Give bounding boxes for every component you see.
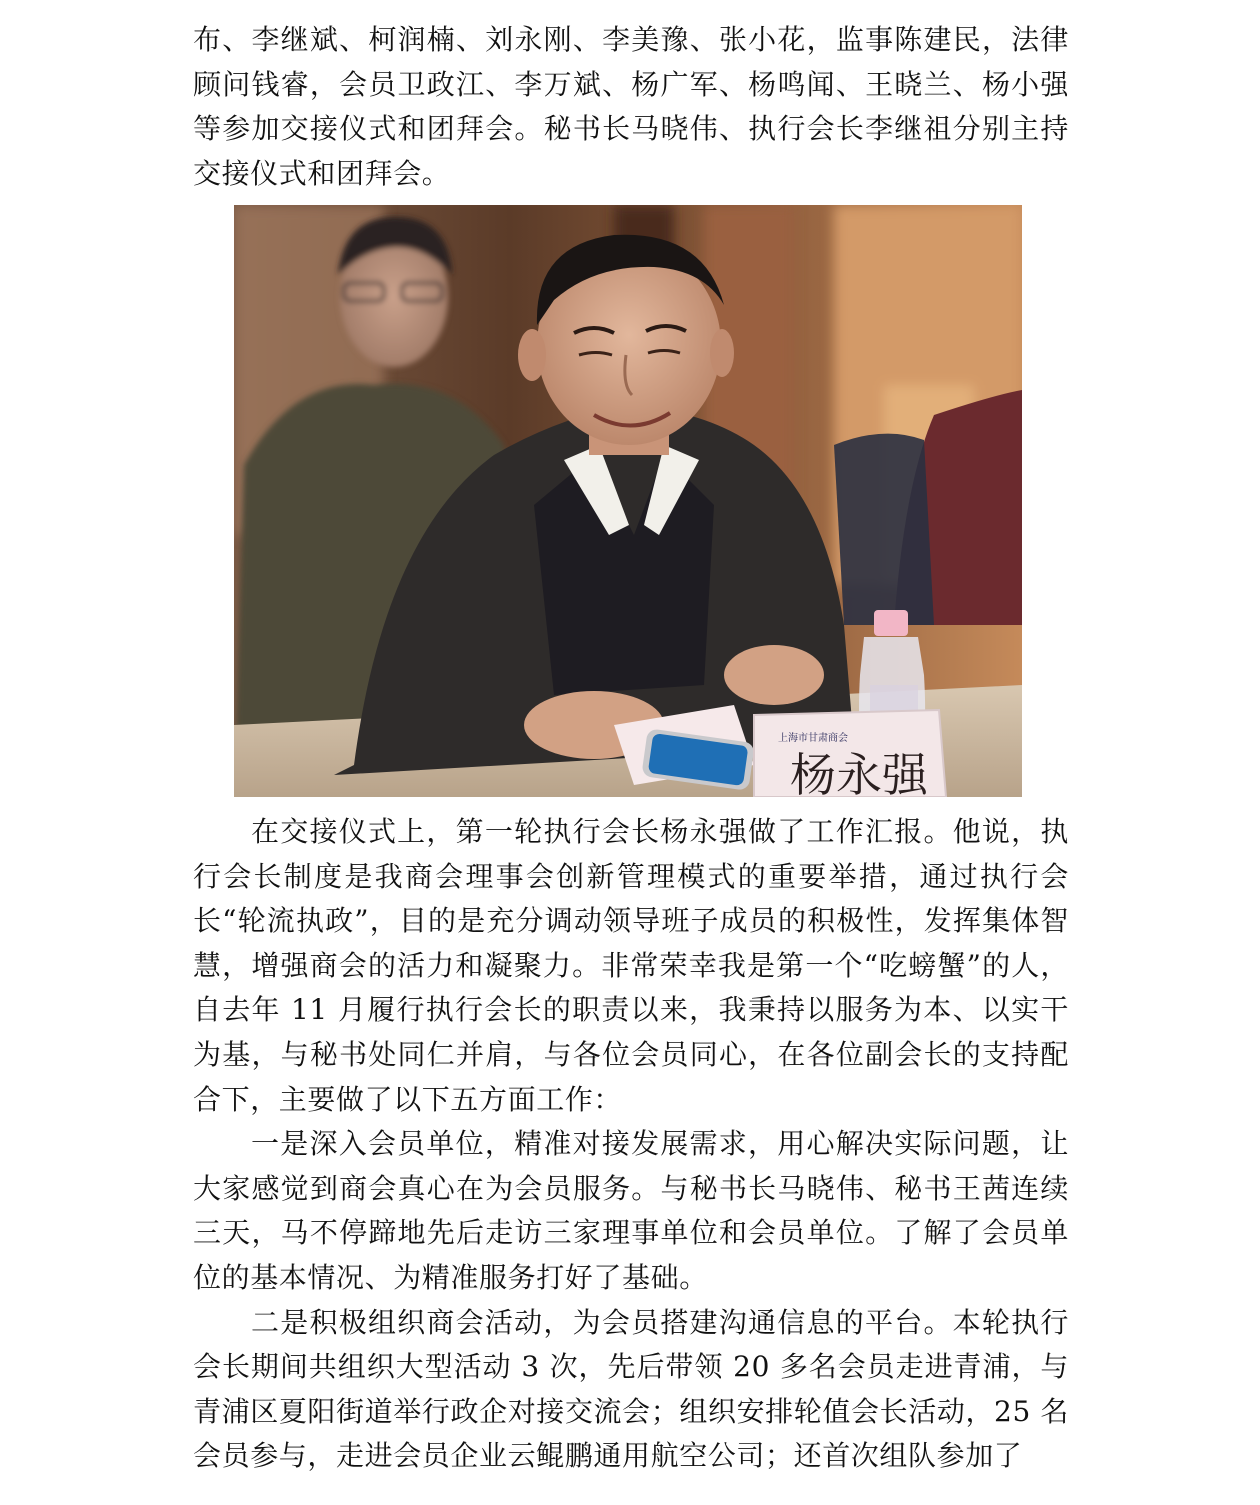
paragraph-participants: 布、李继斌、柯润楠、刘永刚、李美豫、张小花，监事陈建民，法律顾问钱睿，会员卫政江、李万斌、杨广军、杨鸣闻、王晓兰、杨小强等参加交接仪式和团拜会。秘书长马晓伟、执行会长李继祖分别主持交接仪式和团拜会。 [193, 23, 1069, 190]
paragraph-point-two: 二是积极组织商会活动，为会员搭建沟通信息的平台。本轮执行会长期间共组织大型活动 3 次，先后带领 20 多名会员走进青浦，与青浦区夏阳街道举行政企对接交流会；组织安排轮值会长活动，25 名会员参与，走进会员企业云鲲鹏通用航空公司；还首次组队参加了 [193, 1305, 1069, 1473]
text-block-top [193, 18, 1069, 196]
nameplate [754, 710, 946, 797]
paragraph-report: 在交接仪式上，第一轮执行会长杨永强做了工作汇报。他说，执行会长制度是我商会理事会创新管理模式的重要举措，通过执行会长“轮流执政”，目的是充分调动领导班子成员的积极性，发挥集体智慧，增强商会的活力和凝聚力。非常荣幸我是第一个“吃螃蟹”的人，自去年 11 月履行执行会长的职责以来，我秉持以服务为本、以实干为基，与秘书处同仁并肩，与各位会员同心，在各位副会长的支持配合下，主要做了以下五方面工作： [193, 815, 1069, 1116]
nameplate-organization: 上海市甘肃商会 [778, 733, 848, 744]
text-block-bottom [193, 810, 1069, 1479]
paragraph-point-one: 一是深入会员单位，精准对接发展需求，用心解决实际问题，让大家感觉到商会真心在为会员服务。与秘书长马晓伟、秘书王茜连续三天，马不停蹄地先后走访三家理事单位和会员单位。了解了会员单位的基本情况、为精准服务打好了基础。 [193, 1127, 1069, 1294]
nameplate-name: 杨永强 [790, 748, 928, 797]
event-photo [234, 205, 1022, 797]
